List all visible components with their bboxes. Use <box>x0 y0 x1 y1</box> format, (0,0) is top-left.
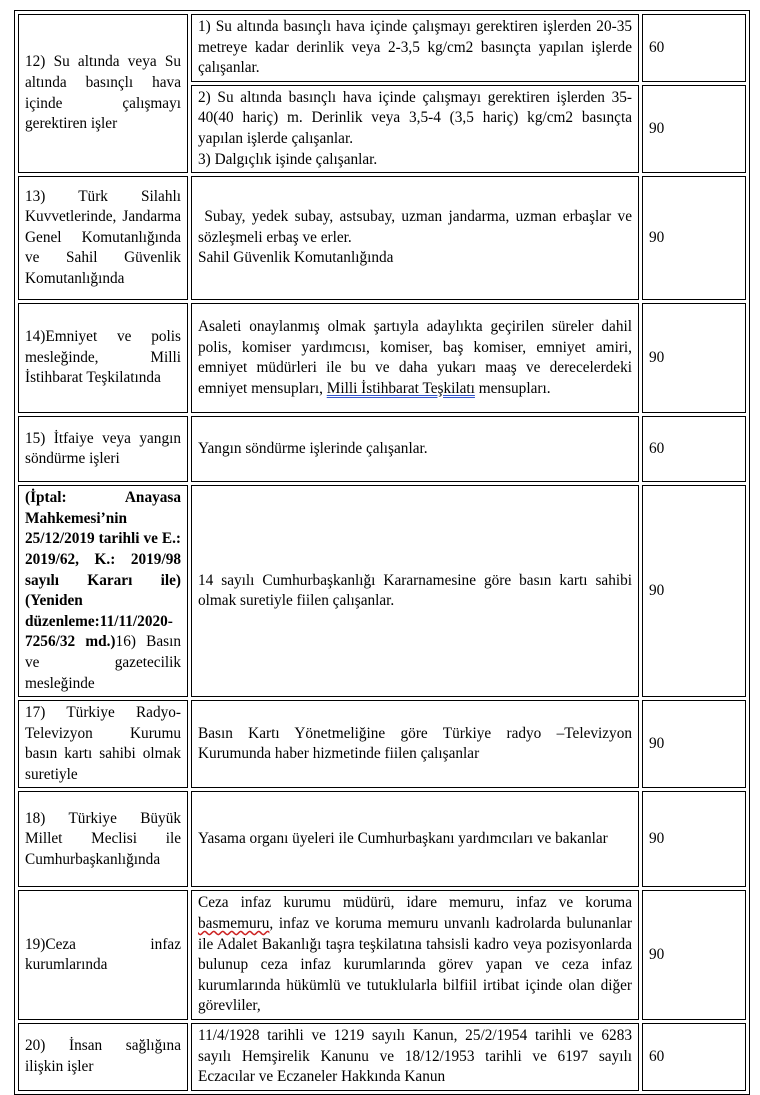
description-cell: 11/4/1928 tarihli ve 1219 sayılı Kanun, 25/2/1954 tarihli ve 6283 sayılı Hemşirelik Kanunu ve 18/12/1953 tarihli ve 6197 sayılı Eczacılar ve Eczaneler Hakkında Kanun <box>191 1023 639 1091</box>
days-cell: 90 <box>642 485 746 697</box>
category-cell: 12) Su altında veya Su altında basınçlı hava içinde çalışmayı gerektiren işler <box>18 14 188 173</box>
description-text: Sahil Güvenlik Komutanlığında <box>198 249 394 267</box>
description-cell: 14 sayılı Cumhurbaşkanlığı Kararnamesine göre basın kartı sahibi olmak suretiyle fiilen çalışanlar. <box>191 485 639 697</box>
misspelled-word: basmemuru <box>198 915 270 933</box>
description-link-text: Milli İstihbarat Teşkilatı <box>326 379 475 397</box>
description-text: Ceza infaz kurumu müdürü, idare memuru, infaz ve koruma <box>198 894 632 912</box>
table-row <box>18 176 746 300</box>
description-cell: Yasama organı üyeleri ile Cumhurbaşkanı yardımcıları ve bakanlar <box>191 791 639 887</box>
description-text: 2) Su altında basınçlı hava içinde çalışmayı gerektiren işlerden 35-40(40 hariç) m. Derinlik veya 3,5-4 (3,5 hariç) kg/cm2 basınçta yapılan işlerde çalışanlar. <box>198 88 632 147</box>
description-cell: Basın Kartı Yönetmeliğine göre Türkiye radyo –Televizyon Kurumunda haber hizmetinde fiilen çalışanlar <box>191 700 639 788</box>
days-cell: 90 <box>642 700 746 788</box>
table-row <box>18 791 746 887</box>
category-text: 16) Basın ve gazetecilik mesleğinde <box>25 633 182 692</box>
table-row <box>18 303 746 413</box>
annulment-note: (İptal: Anayasa Mahkemesi’nin 25/12/2019 tarihli ve E.: 2019/62, K.: 2019/98 sayılı Kararı ile) (Yeniden düzenleme:11/11/2020-7256/32 md.) <box>25 489 181 651</box>
description-cell <box>191 303 639 413</box>
category-cell: 17) Türkiye Radyo-Televizyon Kurumu basın kartı sahibi olmak suretiyle <box>18 700 188 788</box>
category-cell: 14)Emniyet ve polis mesleğinde, Milli İstihbarat Teşkilatında <box>18 303 188 413</box>
description-cell: Yangın söndürme işlerinde çalışanlar. <box>191 416 639 482</box>
days-cell: 60 <box>642 416 746 482</box>
days-cell: 90 <box>642 791 746 887</box>
days-cell: 60 <box>642 1023 746 1091</box>
description-text: mensupları. <box>474 379 551 397</box>
description-cell <box>191 890 639 1020</box>
days-cell: 60 <box>642 14 746 82</box>
table-row <box>18 14 746 82</box>
days-cell: 90 <box>642 176 746 300</box>
description-cell <box>191 85 639 173</box>
table-row <box>18 1023 746 1091</box>
category-cell: 19)Ceza infaz kurumlarında <box>18 890 188 1020</box>
category-cell: 20) İnsan sağlığına ilişkin işler <box>18 1023 188 1091</box>
legal-table <box>14 10 750 1095</box>
description-text: 3) Dalgıçlık işinde çalışanlar. <box>198 150 378 168</box>
category-cell <box>18 485 188 697</box>
days-cell: 90 <box>642 85 746 173</box>
category-cell: 13) Türk Silahlı Kuvvetlerinde, Jandarma Genel Komutanlığında ve Sahil Güvenlik Komutanlığında <box>18 176 188 300</box>
description-text: , infaz ve koruma memuru unvanlı kadrolarda bulunanlar ile Adalet Bakanlığı taşra teşkilatına tahsisli kadro veya pozisyonlarda bulunup ceza infaz kurumlarında görev yapan ve ceza infaz kurumlarında hükümlü ve tutuklularla bilfiil irtibat içinde olan diğer görevliler, <box>198 915 632 1015</box>
table-row <box>18 890 746 1020</box>
description-text: Asaleti onaylanmış olmak şartıyla adaylıkta geçirilen süreler dahil polis, komiser yardımcısı, komiser, baş komiser, emniyet amiri, emniyet müdürleri ile bu ve daha yukarı maaş ve derecelerdeki emniyet mensupları, <box>198 317 632 397</box>
category-cell: 15) İtfaiye veya yangın söndürme işleri <box>18 416 188 482</box>
description-cell <box>191 176 639 300</box>
table-row <box>18 485 746 697</box>
days-cell: 90 <box>642 303 746 413</box>
description-text: Subay, yedek subay, astsubay, uzman jandarma, uzman erbaşlar ve sözleşmeli erbaş ve erler. <box>198 208 636 246</box>
days-cell: 90 <box>642 890 746 1020</box>
description-cell: 1) Su altında basınçlı hava içinde çalışmayı gerektiren işlerden 20-35 metreye kadar derinlik veya 2-3,5 kg/cm2 basınçta yapılan işlerde çalışanlar. <box>191 14 639 82</box>
category-cell: 18) Türkiye Büyük Millet Meclisi ile Cumhurbaşkanlığında <box>18 791 188 887</box>
table-row <box>18 416 746 482</box>
table-row <box>18 700 746 788</box>
